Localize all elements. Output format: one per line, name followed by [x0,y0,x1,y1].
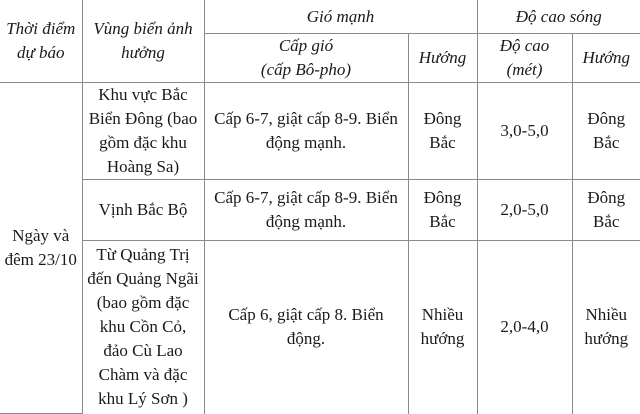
wave-height-cell: 2,0-4,0 [477,241,572,414]
wind-direction-cell: Đông Bắc [408,180,477,241]
header-wave-direction: Hướng [572,34,640,83]
wave-height-cell: 3,0-5,0 [477,83,572,180]
wave-direction-cell: Đông Bắc [572,180,640,241]
header-wind-level [204,34,408,83]
header-row-groups [0,0,640,34]
table-row [0,180,640,241]
wind-level-cell: Cấp 6, giật cấp 8. Biển động. [204,241,408,414]
wind-level-cell: Cấp 6-7, giật cấp 8-9. Biển động mạnh. [204,180,408,241]
region-cell: Từ Quảng Trị đến Quảng Ngãi (bao gồm đặc khu Cồn Cỏ, đảo Cù Lao Chàm và đặc khu Lý Sơn ) [82,241,204,414]
wave-direction-cell: Nhiều hướng [572,241,640,414]
header-affected-region: Vùng biển ảnh hưởng [82,0,204,83]
wind-level-cell: Cấp 6-7, giật cấp 8-9. Biển động mạnh. [204,83,408,180]
table-row [0,83,640,180]
wind-direction-cell: Đông Bắc [408,83,477,180]
wave-height-label: Độ cao [499,36,550,55]
region-cell: Vịnh Bắc Bộ [82,180,204,241]
region-cell: Khu vực Bắc Biển Đông (bao gồm đặc khu Hoàng Sa) [82,83,204,180]
header-forecast-time: Thời điểm dự báo [0,0,82,83]
wind-direction-cell: Nhiều hướng [408,241,477,414]
header-wind-direction: Hướng [408,34,477,83]
wave-height-unit: (mét) [506,60,543,79]
header-wave-height-value [477,34,572,83]
wave-direction-cell: Đông Bắc [572,83,640,180]
forecast-time-cell: Ngày và đêm 23/10 [0,83,82,414]
wind-level-unit: (cấp Bô-pho) [260,60,352,79]
header-wave-height: Độ cao sóng [477,0,640,34]
header-strong-wind: Gió mạnh [204,0,477,34]
table-row [0,241,640,414]
wave-height-cell: 2,0-5,0 [477,180,572,241]
wind-level-label: Cấp gió [278,36,334,55]
